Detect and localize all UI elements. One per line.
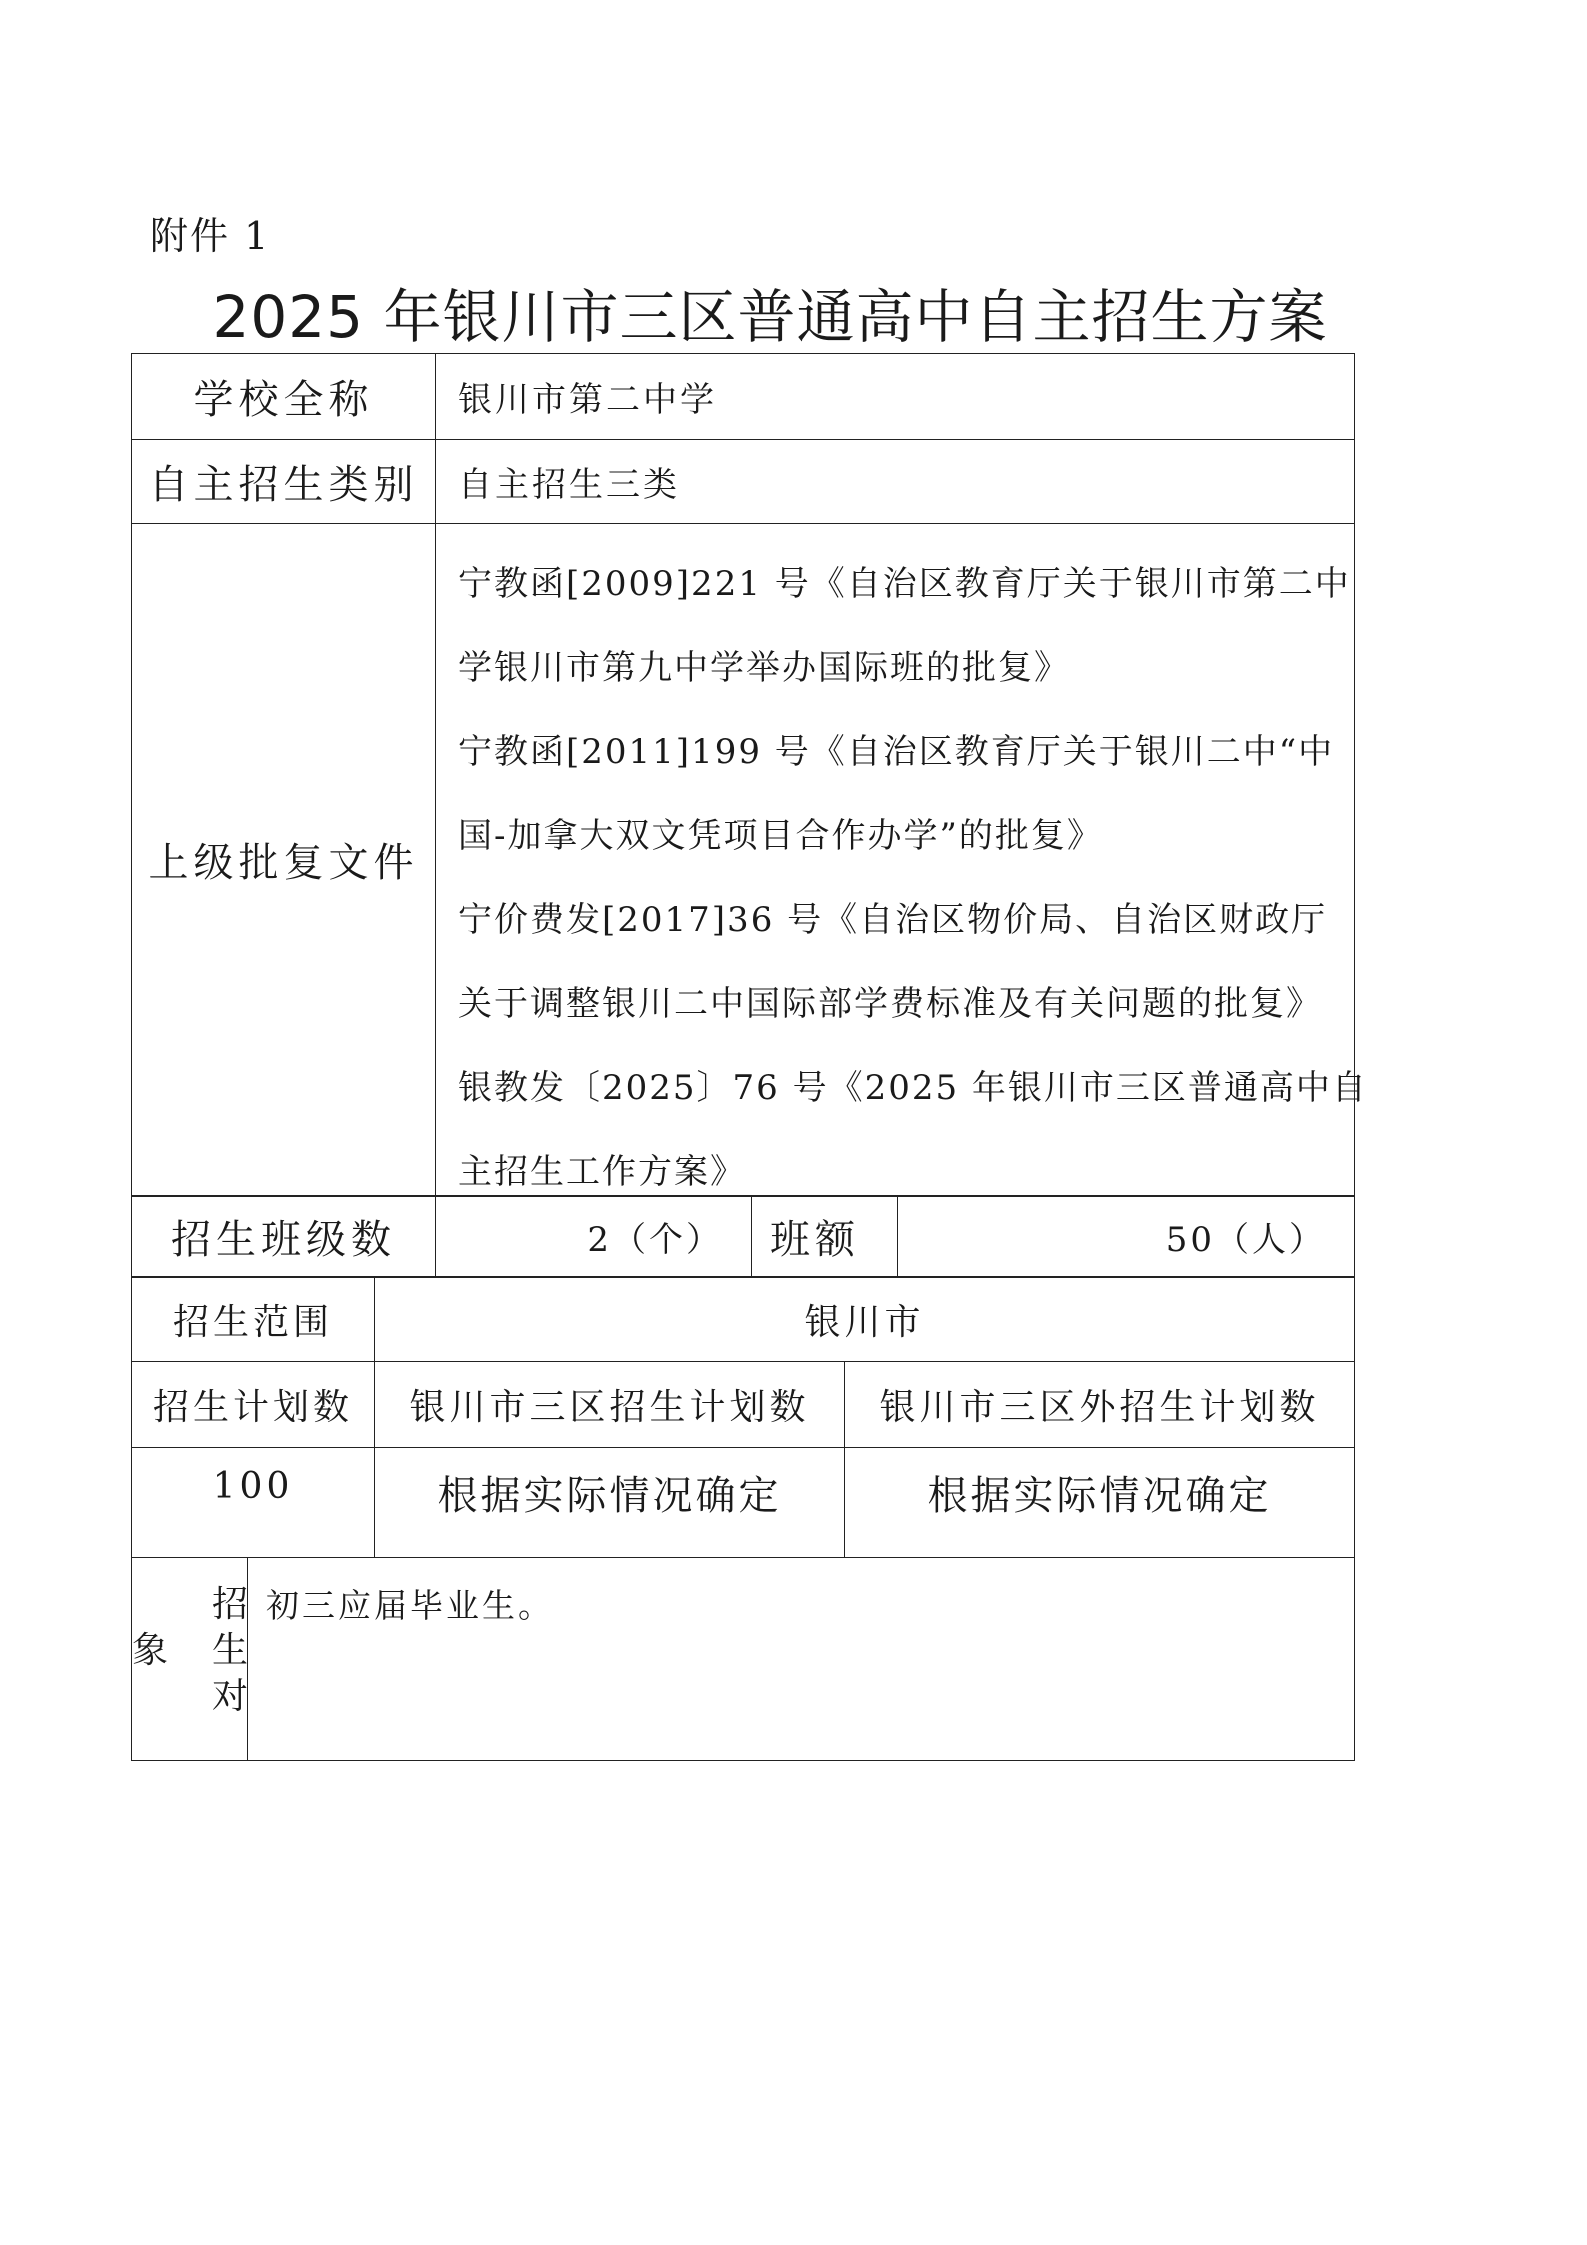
target-value: 初三应届毕业生。	[266, 1586, 554, 1625]
approval-docs-label: 上级批复文件	[132, 524, 436, 1196]
target-label-char: 招	[212, 1584, 249, 1625]
approval-doc-line: 银教发〔2025〕76 号《2025 年银川市三区普通高中自	[458, 1068, 1368, 1108]
target-label	[132, 1558, 248, 1760]
plan-label: 招生计划数	[132, 1362, 375, 1448]
scope-value: 银川市	[375, 1277, 1354, 1362]
target-label-char: 对	[212, 1676, 249, 1717]
approval-docs-list	[436, 524, 1368, 1196]
classes-label: 招生班级数	[132, 1195, 436, 1277]
approval-doc-line: 学银川市第九中学举办国际班的批复》	[458, 648, 1070, 688]
class-info-row	[131, 1195, 1355, 1278]
info-table-bottom	[131, 1276, 1355, 1761]
plan-inside-label: 银川市三区招生计划数	[375, 1362, 845, 1448]
approval-doc-line: 主招生工作方案》	[458, 1152, 746, 1192]
attachment-label: 附件 1	[150, 214, 271, 258]
category-value: 自主招生三类	[436, 440, 1354, 524]
plan-inside-value: 根据实际情况确定	[375, 1448, 845, 1558]
plan-total-value: 100	[132, 1448, 375, 1558]
category-label: 自主招生类别	[132, 440, 436, 524]
scope-label: 招生范围	[132, 1277, 375, 1362]
page-title: 2025 年银川市三区普通高中自主招生方案	[212, 283, 1328, 351]
target-label-char: 象	[132, 1630, 169, 1671]
class-size-value: 50（人）	[1165, 1219, 1326, 1260]
approval-doc-line: 宁教函[2009]221 号《自治区教育厅关于银川市第二中	[458, 564, 1351, 604]
school-name-value: 银川市第二中学	[436, 354, 1354, 440]
approval-doc-line: 国-加拿大双文凭项目合作办学”的批复》	[458, 816, 1103, 856]
target-label-char: 生	[212, 1630, 249, 1671]
approval-doc-line: 关于调整银川二中国际部学费标准及有关问题的批复》	[458, 984, 1322, 1024]
class-size-label: 班额	[752, 1195, 898, 1277]
school-name-label: 学校全称	[132, 354, 436, 440]
classes-value: 2（个）	[436, 1195, 752, 1277]
plan-outside-label: 银川市三区外招生计划数	[845, 1362, 1354, 1448]
plan-outside-value: 根据实际情况确定	[845, 1448, 1354, 1558]
info-table-top	[131, 353, 1368, 1197]
approval-doc-line: 宁价费发[2017]36 号《自治区物价局、自治区财政厅	[458, 900, 1328, 940]
approval-doc-line: 宁教函[2011]199 号《自治区教育厅关于银川二中“中	[458, 732, 1335, 772]
